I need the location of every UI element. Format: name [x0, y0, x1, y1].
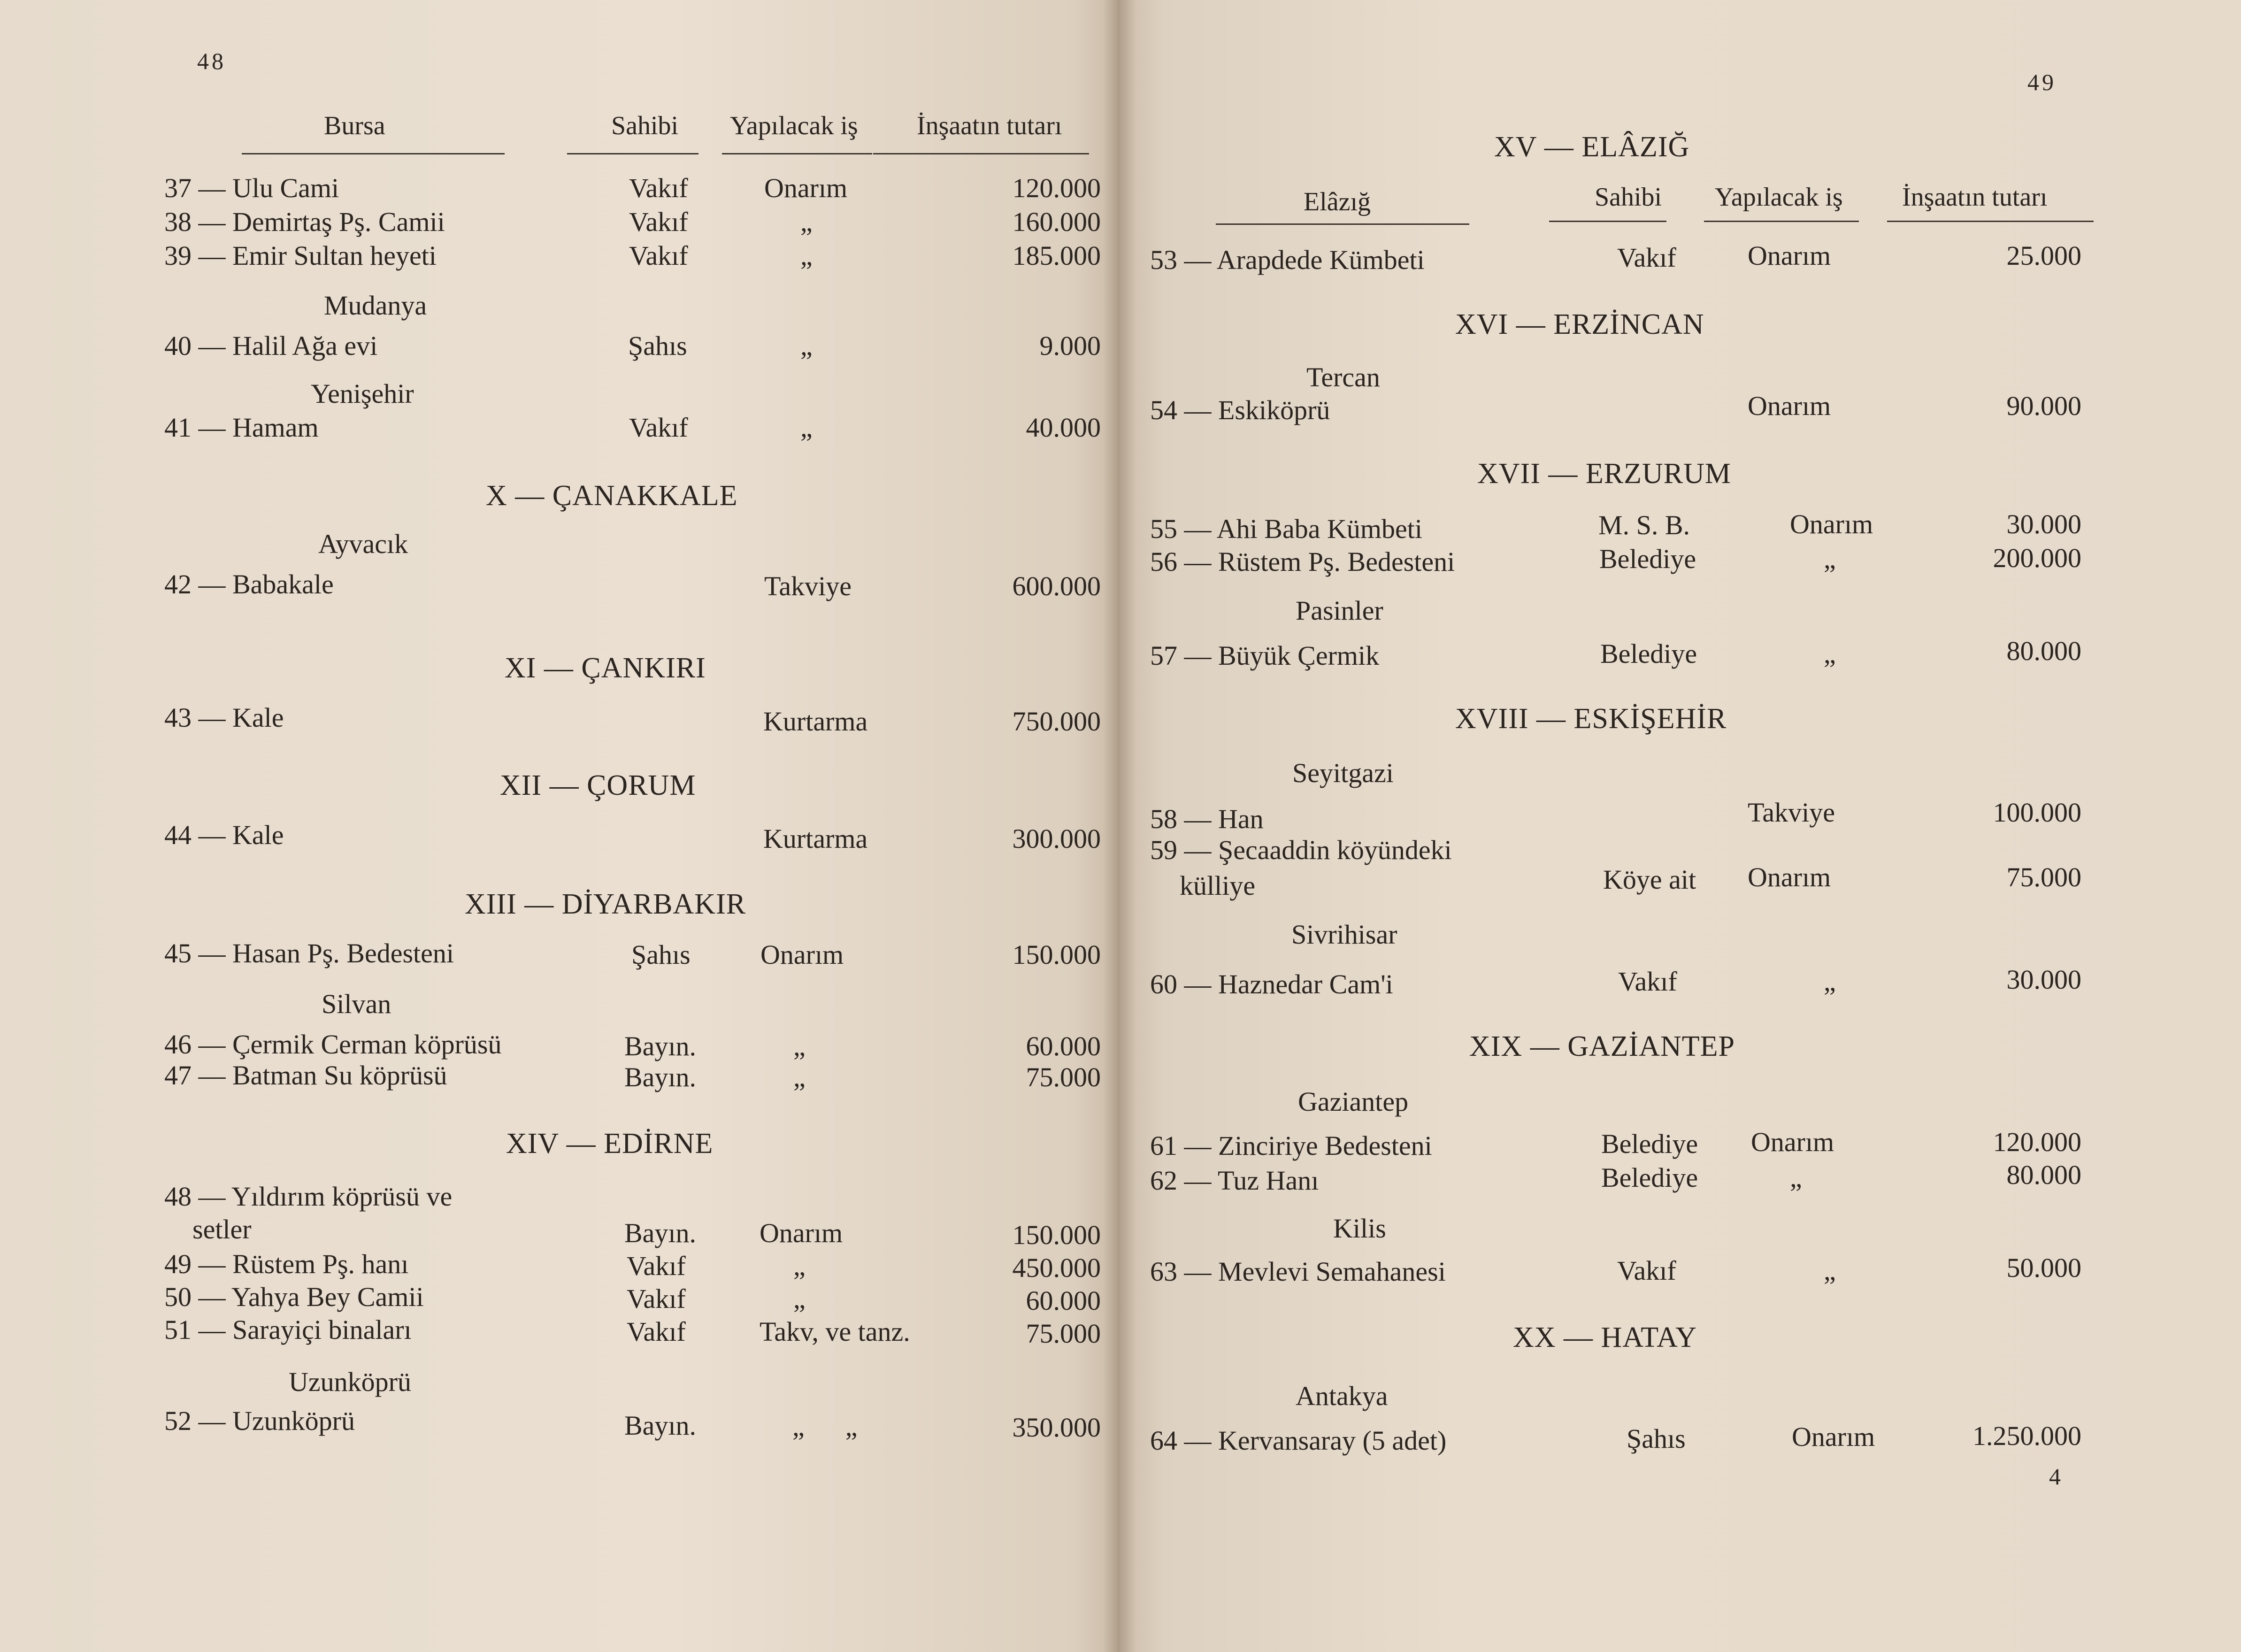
right-page — [1120, 0, 2241, 1652]
province-heading: XX — HATAY — [1513, 1322, 1697, 1353]
entry-owner: Bayın. — [624, 1031, 697, 1061]
entry-work: Takviye — [1748, 797, 1835, 828]
entry-work: Kurtarma — [763, 823, 868, 854]
header-rule — [1887, 221, 2094, 222]
entry-work: „ — [800, 412, 813, 443]
entry-cost: 120.000 — [1012, 173, 1101, 203]
entry-name-continued: setler — [192, 1214, 252, 1245]
province-heading: XVII — ERZURUM — [1477, 458, 1731, 490]
province-heading: XI — ÇANKIRI — [505, 652, 706, 684]
subregion-heading: Gaziantep — [1298, 1086, 1409, 1117]
entry-owner: Vakıf — [1617, 1255, 1676, 1286]
entry-cost: 75.000 — [2006, 862, 2081, 892]
entry-name: 53 — Arapdede Kümbeti — [1150, 245, 1425, 275]
entry-name: 57 — Büyük Çermik — [1150, 640, 1380, 671]
entry-cost: 185.000 — [1012, 240, 1101, 271]
province-heading: XVIII — ESKİŞEHİR — [1455, 703, 1727, 735]
subregion-heading: Ayvacık — [318, 529, 408, 559]
header-rule — [1216, 223, 1469, 225]
entry-owner: Şahıs — [1627, 1423, 1686, 1454]
entry-owner: Vakıf — [627, 1316, 686, 1347]
column-header-region: Bursa — [324, 111, 385, 140]
entry-cost: 450.000 — [1012, 1252, 1101, 1283]
entry-cost: 100.000 — [1993, 797, 2081, 828]
entry-owner: Vakıf — [629, 240, 688, 271]
entry-name: 63 — Mevlevi Semahanesi — [1150, 1256, 1446, 1287]
entry-name: 48 — Yıldırım köprüsü ve — [164, 1181, 453, 1212]
subregion-heading: Seyitgazi — [1292, 758, 1394, 788]
column-header-owner: Sahibi — [1595, 183, 1662, 212]
province-heading: XVI — ERZİNCAN — [1455, 308, 1704, 340]
entry-name: 52 — Uzunköprü — [164, 1406, 355, 1436]
subregion-heading: Uzunköprü — [289, 1367, 411, 1397]
subregion-heading: Antakya — [1296, 1381, 1388, 1411]
entry-work: Onarım — [1751, 1127, 1834, 1157]
column-header-work: Yapılacak iş — [1715, 183, 1843, 212]
entry-cost: 200.000 — [1993, 543, 2081, 573]
province-heading: XIII — DİYARBAKIR — [465, 888, 746, 920]
entry-work: Onarım — [1792, 1421, 1875, 1452]
entry-owner: Vakıf — [1617, 242, 1676, 273]
province-heading: XIV — EDİRNE — [506, 1128, 714, 1160]
column-header-owner: Sahibi — [611, 111, 679, 140]
entry-work: Kurtarma — [763, 706, 868, 737]
entry-cost: 75.000 — [1026, 1318, 1101, 1349]
entry-owner: Belediye — [1601, 1129, 1698, 1159]
entry-owner: Bayın. — [624, 1410, 697, 1441]
entry-name-continued: külliye — [1180, 870, 1256, 901]
entry-owner: Belediye — [1601, 1162, 1698, 1193]
entry-cost: 9.000 — [1039, 330, 1101, 361]
entry-cost: 150.000 — [1012, 939, 1101, 970]
province-heading: XV — ELÂZIĞ — [1494, 131, 1690, 163]
column-header-region: Elâzığ — [1304, 187, 1371, 216]
entry-work: „ — [793, 1283, 806, 1314]
header-rule — [1549, 221, 1666, 222]
entry-name: 51 — Sarayiçi binaları — [164, 1314, 412, 1345]
entry-work: Onarım — [1748, 862, 1831, 892]
province-heading: X — ÇANAKKALE — [486, 480, 738, 512]
entry-owner: Vakıf — [1618, 966, 1677, 997]
subregion-heading: Pasinler — [1296, 595, 1383, 626]
entry-cost: 350.000 — [1012, 1412, 1101, 1443]
left-page — [0, 0, 1120, 1652]
signature-mark: 4 — [2049, 1463, 2061, 1490]
entry-cost: 120.000 — [1993, 1127, 2081, 1157]
entry-cost: 30.000 — [2006, 509, 2081, 539]
entry-owner: Şahıs — [628, 330, 687, 361]
entry-name: 47 — Batman Su köprüsü — [164, 1060, 447, 1091]
subregion-heading: Tercan — [1306, 362, 1380, 392]
entry-work: „ — [800, 240, 813, 271]
entry-cost: 60.000 — [1026, 1031, 1101, 1061]
entry-work: „ — [1790, 1162, 1802, 1193]
province-heading: XII — ÇORUM — [500, 769, 696, 801]
entry-name: 41 — Hamam — [164, 412, 319, 443]
entry-work: „ — [1824, 966, 1836, 997]
entry-cost: 80.000 — [2006, 1160, 2081, 1190]
entry-cost: 50.000 — [2006, 1252, 2081, 1283]
subregion-heading: Silvan — [322, 989, 391, 1019]
book-gutter — [1103, 0, 1136, 1652]
header-rule — [1704, 221, 1859, 222]
entry-name: 44 — Kale — [164, 820, 284, 850]
entry-name: 42 — Babakale — [164, 569, 334, 599]
entry-owner: M. S. B. — [1598, 510, 1690, 540]
entry-work: „ — [1824, 638, 1836, 669]
column-header-cost: İnşaatın tutarı — [917, 111, 1062, 140]
page-number: 48 — [197, 48, 226, 74]
entry-work: „ — [793, 1062, 806, 1092]
entry-cost: 90.000 — [2006, 391, 2081, 421]
entry-cost: 60.000 — [1026, 1285, 1101, 1316]
entry-work: „ — [793, 1251, 806, 1281]
entry-name: 56 — Rüstem Pş. Bedesteni — [1150, 546, 1455, 577]
entry-cost: 80.000 — [2006, 636, 2081, 666]
entry-cost: 75.000 — [1026, 1062, 1101, 1092]
entry-cost: 160.000 — [1012, 207, 1101, 237]
entry-work: Onarım — [764, 173, 848, 203]
entry-owner: Bayın. — [624, 1218, 697, 1248]
entry-cost: 30.000 — [2006, 964, 2081, 995]
entry-work: Onarım — [760, 1218, 843, 1248]
entry-owner: Belediye — [1599, 544, 1696, 574]
header-rule — [567, 153, 698, 154]
entry-cost: 1.250.000 — [1972, 1421, 2081, 1451]
entry-owner: Belediye — [1600, 638, 1697, 669]
entry-work: „ — [1824, 1255, 1836, 1286]
header-rule — [873, 153, 1089, 154]
entry-work: „ „ — [792, 1411, 858, 1442]
entry-owner: Bayın. — [624, 1062, 697, 1092]
entry-name: 45 — Hasan Pş. Bedesteni — [164, 938, 454, 968]
subregion-heading: Sivrihisar — [1291, 919, 1397, 950]
entry-work: Takviye — [764, 571, 852, 601]
entry-work: „ — [1824, 544, 1836, 574]
entry-name: 38 — Demirtaş Pş. Camii — [164, 207, 445, 237]
entry-name: 60 — Haznedar Cam'i — [1150, 969, 1393, 999]
entry-owner: Vakıf — [627, 1283, 686, 1314]
entry-work: Onarım — [760, 939, 844, 970]
entry-owner: Şahıs — [631, 939, 691, 970]
entry-name: 61 — Zinciriye Bedesteni — [1150, 1130, 1432, 1161]
entry-name: 58 — Han — [1150, 804, 1264, 834]
column-header-work: Yapılacak iş — [730, 111, 858, 140]
entry-cost: 300.000 — [1012, 823, 1101, 854]
entry-name: 62 — Tuz Hanı — [1150, 1165, 1319, 1196]
entry-work: „ — [793, 1031, 806, 1061]
entry-cost: 150.000 — [1012, 1220, 1101, 1250]
entry-work: „ — [800, 207, 813, 237]
entry-owner: Vakıf — [627, 1251, 686, 1281]
entry-cost: 750.000 — [1012, 706, 1101, 737]
entry-work: Onarım — [1748, 240, 1831, 271]
entry-name: 46 — Çermik Cerman köprüsü — [164, 1029, 502, 1060]
entry-work: Onarım — [1748, 391, 1831, 421]
entry-name: 43 — Kale — [164, 702, 284, 733]
entry-cost: 40.000 — [1026, 412, 1101, 443]
header-rule — [722, 153, 872, 154]
subregion-heading: Mudanya — [324, 290, 427, 321]
header-rule — [242, 153, 505, 154]
entry-owner: Vakıf — [629, 412, 688, 443]
subregion-heading: Yenişehir — [311, 378, 414, 409]
entry-cost: 600.000 — [1012, 571, 1101, 601]
entry-work: Takv, ve tanz. — [760, 1316, 910, 1347]
entry-name: 49 — Rüstem Pş. hanı — [164, 1249, 409, 1279]
entry-name: 59 — Şecaaddin köyündeki — [1150, 835, 1452, 865]
entry-name: 54 — Eskiköprü — [1150, 395, 1330, 425]
subregion-heading: Kilis — [1333, 1213, 1386, 1244]
column-header-cost: İnşaatın tutarı — [1902, 183, 2048, 212]
entry-owner: Vakıf — [629, 207, 688, 237]
entry-name: 37 — Ulu Cami — [164, 173, 339, 203]
entry-name: 55 — Ahi Baba Kümbeti — [1150, 514, 1422, 544]
entry-cost: 25.000 — [2006, 240, 2081, 271]
entry-name: 40 — Halil Ağa evi — [164, 330, 378, 361]
page-number: 49 — [2027, 69, 2057, 95]
entry-owner: Vakıf — [629, 173, 688, 203]
province-heading: XIX — GAZİANTEP — [1469, 1030, 1735, 1062]
entry-work: „ — [800, 330, 813, 361]
entry-name: 39 — Emir Sultan heyeti — [164, 240, 437, 271]
entry-work: Onarım — [1790, 509, 1873, 539]
entry-owner: Köye ait — [1603, 864, 1696, 895]
entry-name: 50 — Yahya Bey Camii — [164, 1282, 424, 1312]
entry-name: 64 — Kervansaray (5 adet) — [1150, 1425, 1447, 1456]
